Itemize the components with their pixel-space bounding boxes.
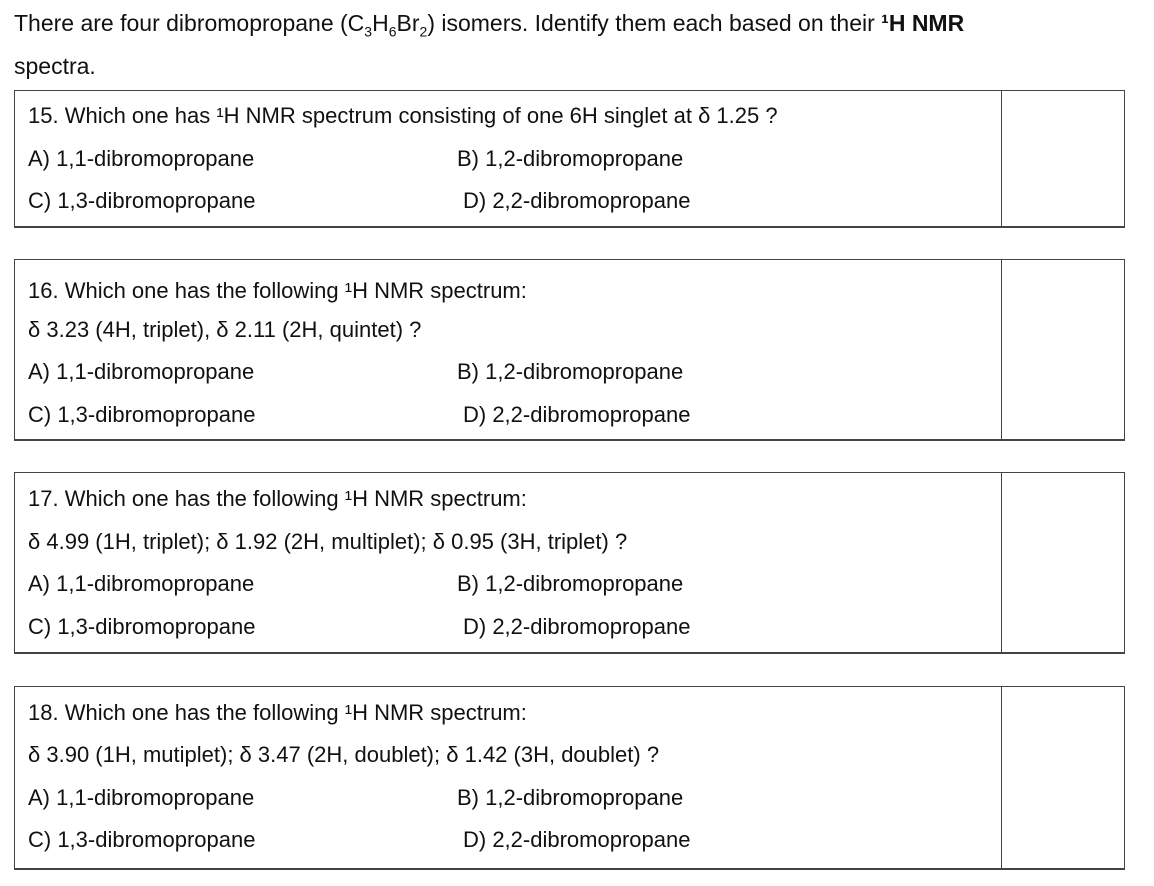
question-17-stem: 17. Which one has the following ¹H NMR spectrum: — [28, 486, 527, 511]
question-16-answer-cell[interactable] — [1001, 260, 1124, 439]
question-16-box — [14, 259, 1125, 441]
question-16-spectrum: δ 3.23 (4H, triplet), δ 2.11 (2H, quintet) ? — [28, 317, 422, 342]
question-15-stem: 15. Which one has ¹H NMR spectrum consisting of one 6H singlet at δ 1.25 ? — [28, 103, 778, 128]
question-16-option-b[interactable]: B) 1,2-dibromopropane — [457, 359, 684, 384]
question-15-box — [14, 90, 1125, 228]
question-18-cell — [15, 687, 1002, 868]
question-17-spectrum: δ 4.99 (1H, triplet); δ 1.92 (2H, multiplet); δ 0.95 (3H, triplet) ? — [28, 529, 628, 554]
question-17-cell — [15, 473, 1002, 652]
question-15-answer-cell[interactable] — [1001, 91, 1124, 226]
question-15-option-c[interactable]: C) 1,3-dibromopropane — [28, 188, 256, 213]
question-16-option-d[interactable]: D) 2,2-dibromopropane — [463, 402, 691, 427]
intro-sub-2: 6 — [388, 23, 397, 40]
question-17-answer-cell[interactable] — [1001, 473, 1124, 652]
intro-sub-3: 2 — [419, 23, 428, 40]
question-17-box — [14, 472, 1125, 654]
question-15-option-a[interactable]: A) 1,1-dibromopropane — [28, 146, 255, 171]
question-18-spectrum: δ 3.90 (1H, mutiplet); δ 3.47 (2H, doublet); δ 1.42 (3H, doublet) ? — [28, 742, 660, 767]
question-16-option-c[interactable]: C) 1,3-dibromopropane — [28, 402, 256, 427]
question-16-stem: 16. Which one has the following ¹H NMR spectrum: — [28, 278, 527, 303]
question-17-option-c[interactable]: C) 1,3-dibromopropane — [28, 614, 256, 639]
question-16-cell — [15, 260, 1002, 439]
question-18-stem: 18. Which one has the following ¹H NMR spectrum: — [28, 700, 527, 725]
intro-bold: ¹H NMR — [881, 10, 965, 36]
question-15-option-b[interactable]: B) 1,2-dibromopropane — [457, 146, 684, 171]
question-18-option-d[interactable]: D) 2,2-dibromopropane — [463, 827, 691, 852]
question-15-option-d[interactable]: D) 2,2-dibromopropane — [463, 188, 691, 213]
intro-line-2: spectra. — [14, 52, 96, 79]
question-17-option-a[interactable]: A) 1,1-dibromopropane — [28, 571, 255, 596]
intro-text-3: Br — [396, 10, 420, 36]
question-18-option-c[interactable]: C) 1,3-dibromopropane — [28, 827, 256, 852]
intro-text-4: ) isomers. Identify them each based on their — [427, 10, 882, 36]
question-17-option-b[interactable]: B) 1,2-dibromopropane — [457, 571, 684, 596]
intro-text-2: H — [372, 10, 389, 36]
question-18-answer-cell[interactable] — [1001, 687, 1124, 868]
question-18-box — [14, 686, 1125, 870]
intro-sub-1: 3 — [364, 23, 373, 40]
question-18-option-a[interactable]: A) 1,1-dibromopropane — [28, 785, 255, 810]
instructions — [14, 6, 1134, 83]
question-18-option-b[interactable]: B) 1,2-dibromopropane — [457, 785, 684, 810]
question-16-option-a[interactable]: A) 1,1-dibromopropane — [28, 359, 255, 384]
question-15-cell — [15, 91, 1002, 226]
intro-text-1: There are four dibromopropane (C — [14, 10, 365, 36]
question-17-option-d[interactable]: D) 2,2-dibromopropane — [463, 614, 691, 639]
